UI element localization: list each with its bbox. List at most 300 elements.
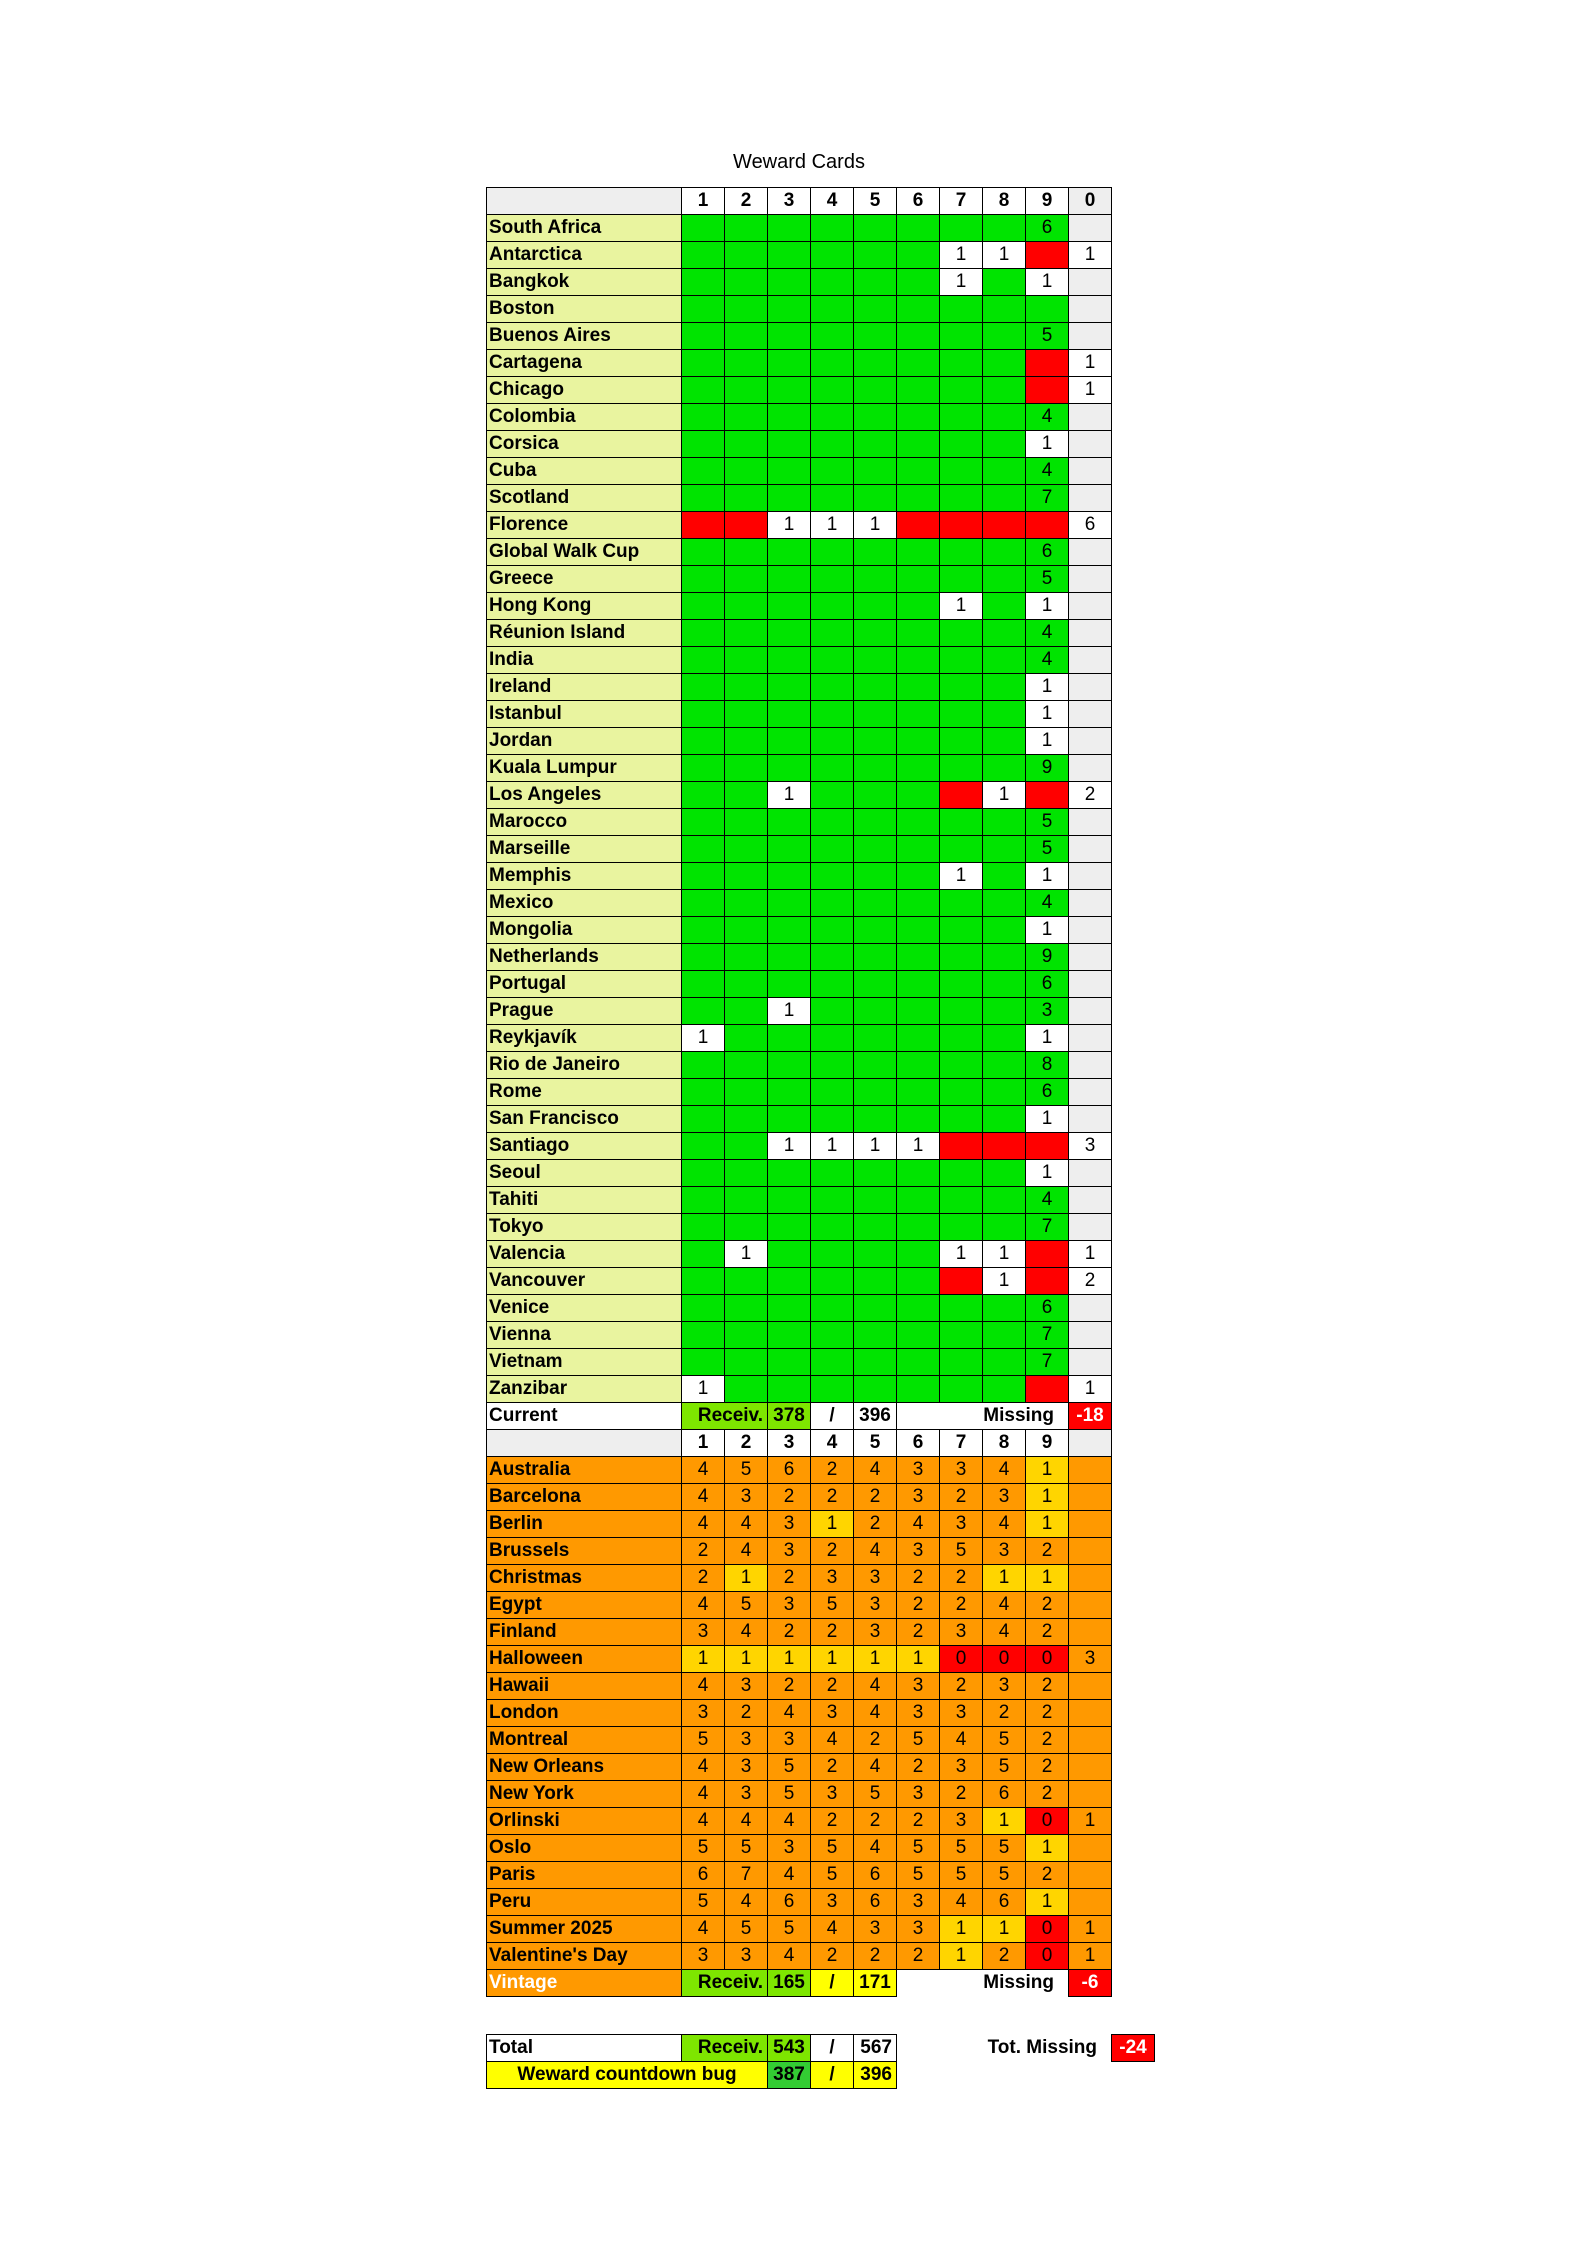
card-cell: 1: [983, 1268, 1026, 1295]
card-set-label: Halloween: [487, 1646, 682, 1673]
cards-table: [486, 187, 1112, 1997]
card-cell: [940, 1133, 983, 1160]
card-cell: 1: [1026, 1160, 1069, 1187]
card-cell: [768, 431, 811, 458]
card-cell: 7: [1026, 1349, 1069, 1376]
card-set-label: Tokyo: [487, 1214, 682, 1241]
card-cell: [682, 1133, 725, 1160]
card-cell: [940, 458, 983, 485]
card-cell: [983, 620, 1026, 647]
card-cell: [768, 215, 811, 242]
card-cell: [940, 782, 983, 809]
card-cell: [1069, 1592, 1112, 1619]
card-cell: [1069, 1484, 1112, 1511]
card-cell: [897, 323, 940, 350]
card-cell: 2: [940, 1565, 983, 1592]
card-cell: [854, 485, 897, 512]
card-cell: [1026, 1376, 1069, 1403]
card-cell: 3: [940, 1808, 983, 1835]
card-set-label: Istanbul: [487, 701, 682, 728]
card-cell: [1069, 944, 1112, 971]
card-set-label: Hawaii: [487, 1673, 682, 1700]
card-set-label: San Francisco: [487, 1106, 682, 1133]
card-cell: 1: [1026, 1457, 1069, 1484]
card-cell: [854, 620, 897, 647]
card-cell: [897, 1106, 940, 1133]
card-row: [487, 323, 1112, 350]
card-cell: [725, 1295, 768, 1322]
column-header-row: [487, 188, 1112, 215]
card-cell: [897, 1187, 940, 1214]
card-cell: [811, 674, 854, 701]
card-cell: [811, 998, 854, 1025]
card-cell: 1: [854, 1133, 897, 1160]
card-cell: [811, 1052, 854, 1079]
card-cell: [854, 539, 897, 566]
card-set-label: Antarctica: [487, 242, 682, 269]
card-cell: [897, 269, 940, 296]
card-cell: [940, 620, 983, 647]
card-cell: [1069, 404, 1112, 431]
card-row: [487, 809, 1112, 836]
card-cell: [768, 755, 811, 782]
card-cell: 2: [1026, 1754, 1069, 1781]
card-cell: 2: [854, 1943, 897, 1970]
card-cell: [897, 1079, 940, 1106]
card-cell: [811, 296, 854, 323]
card-cell: [768, 1295, 811, 1322]
card-cell: 6: [1026, 539, 1069, 566]
card-row: [487, 296, 1112, 323]
card-cell: 3: [682, 1619, 725, 1646]
bug-slash: /: [811, 2062, 854, 2089]
card-cell: [940, 512, 983, 539]
card-cell: 0: [940, 1646, 983, 1673]
card-row: [487, 1565, 1112, 1592]
card-set-label: New York: [487, 1781, 682, 1808]
card-cell: 5: [897, 1862, 940, 1889]
card-cell: 1: [811, 512, 854, 539]
card-cell: 1: [768, 998, 811, 1025]
card-row: [487, 728, 1112, 755]
card-row: [487, 1943, 1112, 1970]
card-cell: [682, 242, 725, 269]
card-cell: 6: [1026, 215, 1069, 242]
card-cell: 2: [811, 1808, 854, 1835]
card-cell: [768, 728, 811, 755]
card-cell: [897, 782, 940, 809]
card-cell: [682, 701, 725, 728]
card-cell: 4: [682, 1484, 725, 1511]
card-cell: [725, 458, 768, 485]
card-cell: 4: [1026, 458, 1069, 485]
column-header: 2: [725, 1430, 768, 1457]
card-set-label: Memphis: [487, 863, 682, 890]
card-set-label: Seoul: [487, 1160, 682, 1187]
card-cell: 1: [1026, 1511, 1069, 1538]
card-cell: [768, 1106, 811, 1133]
spacer: [897, 2035, 940, 2062]
card-row: [487, 1457, 1112, 1484]
card-cell: 5: [811, 1835, 854, 1862]
card-cell: 3: [725, 1943, 768, 1970]
card-cell: 1: [1069, 1916, 1112, 1943]
card-cell: [854, 782, 897, 809]
card-cell: [1069, 269, 1112, 296]
card-cell: 5: [768, 1754, 811, 1781]
card-cell: [768, 1214, 811, 1241]
card-set-label: Marocco: [487, 809, 682, 836]
card-cell: [1069, 296, 1112, 323]
card-cell: 1: [1069, 1241, 1112, 1268]
card-cell: 5: [725, 1457, 768, 1484]
total-missing-value: -24: [1112, 2035, 1155, 2062]
card-cell: 4: [768, 1943, 811, 1970]
card-cell: 3: [940, 1700, 983, 1727]
card-cell: [682, 539, 725, 566]
card-cell: [897, 296, 940, 323]
column-header: 5: [854, 1430, 897, 1457]
card-row: [487, 890, 1112, 917]
card-cell: [811, 404, 854, 431]
card-cell: [811, 323, 854, 350]
card-cell: [811, 1106, 854, 1133]
card-cell: [854, 755, 897, 782]
card-cell: [940, 566, 983, 593]
card-cell: 5: [1026, 566, 1069, 593]
card-cell: [940, 1025, 983, 1052]
card-cell: [983, 917, 1026, 944]
card-set-label: Ireland: [487, 674, 682, 701]
card-cell: [768, 836, 811, 863]
card-cell: [940, 377, 983, 404]
card-row: [487, 863, 1112, 890]
card-cell: [811, 1079, 854, 1106]
card-cell: [983, 890, 1026, 917]
card-cell: [1069, 1511, 1112, 1538]
card-cell: [811, 863, 854, 890]
card-cell: 7: [725, 1862, 768, 1889]
totals-table: [486, 2034, 1155, 2089]
card-row: [487, 1349, 1112, 1376]
card-set-label: Colombia: [487, 404, 682, 431]
card-cell: [811, 1349, 854, 1376]
column-header: [1069, 1430, 1112, 1457]
card-cell: [768, 701, 811, 728]
card-cell: 2: [1026, 1781, 1069, 1808]
card-cell: [682, 647, 725, 674]
card-cell: 2: [854, 1808, 897, 1835]
card-cell: 2: [1026, 1538, 1069, 1565]
card-cell: [897, 404, 940, 431]
card-cell: [682, 755, 725, 782]
card-cell: [940, 1106, 983, 1133]
card-cell: [768, 917, 811, 944]
card-cell: [725, 485, 768, 512]
card-cell: 2: [897, 1592, 940, 1619]
card-cell: 4: [682, 1916, 725, 1943]
card-cell: 2: [682, 1538, 725, 1565]
card-row: [487, 269, 1112, 296]
card-cell: [811, 1214, 854, 1241]
card-set-label: Reykjavík: [487, 1025, 682, 1052]
card-cell: [725, 863, 768, 890]
card-cell: [811, 215, 854, 242]
card-set-label: Chicago: [487, 377, 682, 404]
card-cell: [897, 1214, 940, 1241]
card-cell: [983, 1376, 1026, 1403]
card-cell: 1: [940, 1943, 983, 1970]
card-cell: [682, 1349, 725, 1376]
card-cell: [1069, 1457, 1112, 1484]
card-cell: [854, 566, 897, 593]
card-cell: 6: [682, 1862, 725, 1889]
card-cell: [811, 620, 854, 647]
card-cell: 3: [897, 1673, 940, 1700]
card-cell: [682, 836, 725, 863]
summary-row: [487, 1970, 1112, 1997]
card-cell: [768, 296, 811, 323]
card-row: [487, 998, 1112, 1025]
total-row: [487, 2035, 1155, 2062]
card-cell: [983, 350, 1026, 377]
card-row: [487, 1538, 1112, 1565]
card-cell: [1026, 242, 1069, 269]
card-cell: [983, 593, 1026, 620]
card-cell: [940, 323, 983, 350]
card-cell: [854, 1079, 897, 1106]
card-cell: 1: [940, 593, 983, 620]
card-set-label: Christmas: [487, 1565, 682, 1592]
card-cell: [940, 404, 983, 431]
card-set-label: Boston: [487, 296, 682, 323]
card-cell: 4: [1026, 620, 1069, 647]
card-cell: 1: [983, 1916, 1026, 1943]
summary-label: Current: [487, 1403, 682, 1430]
card-cell: [1069, 1079, 1112, 1106]
card-cell: 4: [1026, 404, 1069, 431]
card-cell: 5: [983, 1835, 1026, 1862]
card-set-label: Orlinski: [487, 1808, 682, 1835]
card-cell: [725, 809, 768, 836]
card-cell: 2: [1026, 1592, 1069, 1619]
sheet-title: Weward Cards: [733, 151, 865, 173]
card-cell: [897, 971, 940, 998]
card-cell: [768, 539, 811, 566]
card-cell: 1: [1026, 1484, 1069, 1511]
card-cell: [1069, 728, 1112, 755]
card-cell: [940, 296, 983, 323]
card-cell: [768, 1376, 811, 1403]
card-set-label: Santiago: [487, 1133, 682, 1160]
card-cell: 5: [768, 1916, 811, 1943]
card-cell: [682, 431, 725, 458]
card-cell: [725, 971, 768, 998]
card-cell: [768, 1052, 811, 1079]
card-cell: [897, 728, 940, 755]
card-cell: [725, 431, 768, 458]
card-row: [487, 1214, 1112, 1241]
card-cell: [725, 242, 768, 269]
card-cell: [1069, 1214, 1112, 1241]
card-cell: [940, 890, 983, 917]
card-set-label: Scotland: [487, 485, 682, 512]
card-cell: 1: [1026, 1565, 1069, 1592]
card-cell: [725, 566, 768, 593]
card-cell: 1: [682, 1376, 725, 1403]
received-count: 165: [768, 1970, 811, 1997]
card-cell: [854, 674, 897, 701]
missing-value: -18: [1069, 1403, 1112, 1430]
card-cell: 4: [682, 1808, 725, 1835]
card-set-label: Berlin: [487, 1511, 682, 1538]
card-cell: 3: [1069, 1133, 1112, 1160]
card-cell: [854, 701, 897, 728]
card-cell: [811, 1160, 854, 1187]
card-cell: [897, 620, 940, 647]
card-cell: [768, 377, 811, 404]
card-cell: 3: [725, 1754, 768, 1781]
card-cell: [854, 1322, 897, 1349]
card-cell: [682, 917, 725, 944]
card-set-label: Los Angeles: [487, 782, 682, 809]
card-cell: [768, 1160, 811, 1187]
card-cell: 0: [1026, 1916, 1069, 1943]
card-cell: 4: [768, 1862, 811, 1889]
received-count: 378: [768, 1403, 811, 1430]
card-cell: 4: [725, 1808, 768, 1835]
card-cell: [854, 836, 897, 863]
summary-row: [487, 1403, 1112, 1430]
card-cell: [1069, 431, 1112, 458]
card-cell: 5: [1026, 809, 1069, 836]
header-corner: [487, 188, 682, 215]
card-set-label: Jordan: [487, 728, 682, 755]
card-row: [487, 1619, 1112, 1646]
card-set-label: Cartagena: [487, 350, 682, 377]
card-cell: 2: [1026, 1619, 1069, 1646]
card-cell: [897, 1160, 940, 1187]
card-cell: [725, 269, 768, 296]
card-row: [487, 458, 1112, 485]
card-cell: 3: [897, 1889, 940, 1916]
card-cell: 4: [983, 1619, 1026, 1646]
card-cell: [983, 323, 1026, 350]
card-set-label: Greece: [487, 566, 682, 593]
card-cell: 2: [682, 1565, 725, 1592]
card-cell: [897, 647, 940, 674]
card-cell: [682, 728, 725, 755]
card-cell: 4: [940, 1727, 983, 1754]
card-cell: [854, 593, 897, 620]
card-row: [487, 1727, 1112, 1754]
card-cell: 5: [854, 1781, 897, 1808]
card-cell: 1: [1069, 1943, 1112, 1970]
card-cell: [854, 1349, 897, 1376]
card-cell: [1026, 1133, 1069, 1160]
card-cell: [1069, 1862, 1112, 1889]
card-cell: [682, 215, 725, 242]
card-cell: [983, 701, 1026, 728]
card-cell: [811, 917, 854, 944]
card-cell: 4: [854, 1835, 897, 1862]
card-cell: 2: [1026, 1700, 1069, 1727]
card-cell: [1069, 701, 1112, 728]
card-row: [487, 1376, 1112, 1403]
card-cell: 3: [811, 1700, 854, 1727]
card-cell: [811, 1322, 854, 1349]
card-cell: [854, 1214, 897, 1241]
card-cell: [811, 809, 854, 836]
card-cell: [811, 1187, 854, 1214]
card-cell: 1: [1069, 242, 1112, 269]
card-cell: [811, 269, 854, 296]
card-set-label: Valencia: [487, 1241, 682, 1268]
card-cell: 4: [811, 1916, 854, 1943]
card-cell: [725, 1106, 768, 1133]
total-received-count: 543: [768, 2035, 811, 2062]
card-cell: [897, 863, 940, 890]
card-cell: 4: [725, 1538, 768, 1565]
card-cell: [725, 404, 768, 431]
card-cell: [854, 1052, 897, 1079]
spacer: [897, 2062, 1155, 2089]
card-cell: [682, 1241, 725, 1268]
card-cell: [768, 890, 811, 917]
card-cell: 4: [725, 1889, 768, 1916]
card-cell: [854, 1106, 897, 1133]
total-cards-count: 567: [854, 2035, 897, 2062]
card-cell: [768, 674, 811, 701]
card-cell: 2: [725, 1700, 768, 1727]
card-cell: 3: [725, 1781, 768, 1808]
card-cell: [811, 377, 854, 404]
card-cell: 3: [897, 1538, 940, 1565]
card-cell: 5: [682, 1889, 725, 1916]
card-cell: [811, 1376, 854, 1403]
card-cell: [811, 458, 854, 485]
column-header: 0: [1069, 188, 1112, 215]
bug-label: Weward countdown bug: [487, 2062, 768, 2089]
card-cell: 1: [1026, 701, 1069, 728]
card-cell: 4: [725, 1511, 768, 1538]
column-header: 6: [897, 188, 940, 215]
card-cell: 5: [940, 1538, 983, 1565]
card-cell: [854, 1241, 897, 1268]
card-row: [487, 917, 1112, 944]
card-row: [487, 377, 1112, 404]
card-cell: [682, 998, 725, 1025]
card-cell: 2: [768, 1484, 811, 1511]
card-cell: [768, 620, 811, 647]
card-cell: 1: [1026, 431, 1069, 458]
bug-total: 396: [854, 2062, 897, 2089]
card-cell: [983, 971, 1026, 998]
card-cell: [725, 944, 768, 971]
card-cell: 5: [725, 1592, 768, 1619]
card-cell: 3: [682, 1700, 725, 1727]
card-set-label: India: [487, 647, 682, 674]
card-cell: [897, 836, 940, 863]
card-cell: [983, 458, 1026, 485]
card-cell: [1069, 323, 1112, 350]
card-cell: [897, 1241, 940, 1268]
card-cell: 1: [768, 1133, 811, 1160]
missing-label: Missing: [897, 1970, 1069, 1997]
card-cell: [682, 350, 725, 377]
card-cell: 3: [768, 1727, 811, 1754]
card-cell: [983, 431, 1026, 458]
